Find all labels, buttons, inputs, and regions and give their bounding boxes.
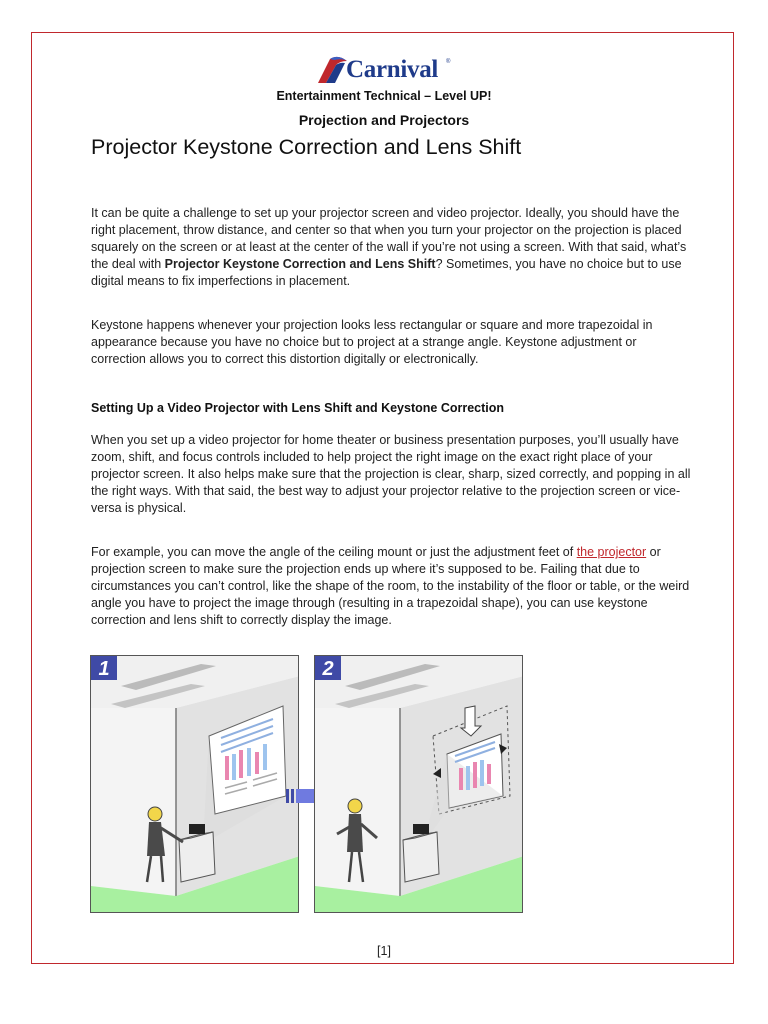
header-topic: Projection and Projectors <box>298 112 470 128</box>
illustration-panel-2 <box>314 655 523 913</box>
panel-2-number: 2 <box>322 658 334 680</box>
page-number: [1] <box>377 944 391 958</box>
illustration-panel-1 <box>90 655 299 913</box>
paragraph-example-text: For example, you can move the angle of the ceiling mount or just the adjustment feet of <box>91 545 577 559</box>
carnival-logo <box>316 53 456 87</box>
logo-wordmark: Carnival <box>346 56 439 83</box>
page-title: Projector Keystone Correction and Lens Shift <box>91 135 522 159</box>
section-heading: Setting Up a Video Projector with Lens Shift and Keystone Correction <box>91 401 505 415</box>
paragraph-keystone: Keystone happens whenever your projection looks less rectangular or square and more trapezoidal in appearance because you have no choice but to project at a strange angle. Keystone adjustment or correction allows you to correct this distortion digitally or electronically. <box>91 318 653 366</box>
paragraph-example <box>91 544 691 629</box>
projector-link[interactable]: the projector <box>576 545 647 559</box>
logo-registered-mark: ® <box>446 59 451 65</box>
paragraph-intro-text: It can be quite a challenge to set up your projector screen and video projector. Ideally, you should have the right placement, throw distance, and center so that when you turn your projector on the projection is placed squarely on the screen or at least at the center of the wall if you’re not using a screen. With that said, what’s the deal with <box>91 206 687 271</box>
header-subtitle: Entertainment Technical – Level UP! <box>276 89 492 103</box>
paragraph-intro-bold: Projector Keystone Correction and Lens Shift <box>164 257 436 271</box>
funnel-icon <box>316 53 350 87</box>
panel-1-number: 1 <box>98 658 110 680</box>
paragraph-example-text-end: or projection screen to make sure the projection ends up where it’s supposed to be. Failing that due to circumstances you can’t control, like the shape of the room, to the instability of the floor or table, or the weird angle you have to project the image through (resulting in a trapezoidal shape), you can use keystone correction and lens shift to correctly display the image. <box>91 545 690 627</box>
paragraph-setup: When you set up a video projector for home theater or business presentation purposes, you’ll usually have zoom, shift, and focus controls included to help project the right image on the exact right place of your projector screen. It also helps make sure that the projection is clear, sharp, sized correctly, and popping in all the right ways. With that said, the best way to adjust your projector relative to the projection screen or vice-versa is physical. <box>91 433 691 515</box>
paragraph-intro-text-end: ? Sometimes, you have no choice but to use digital means to fix imperfections in placement. <box>91 257 682 288</box>
paragraph-intro <box>91 205 691 290</box>
